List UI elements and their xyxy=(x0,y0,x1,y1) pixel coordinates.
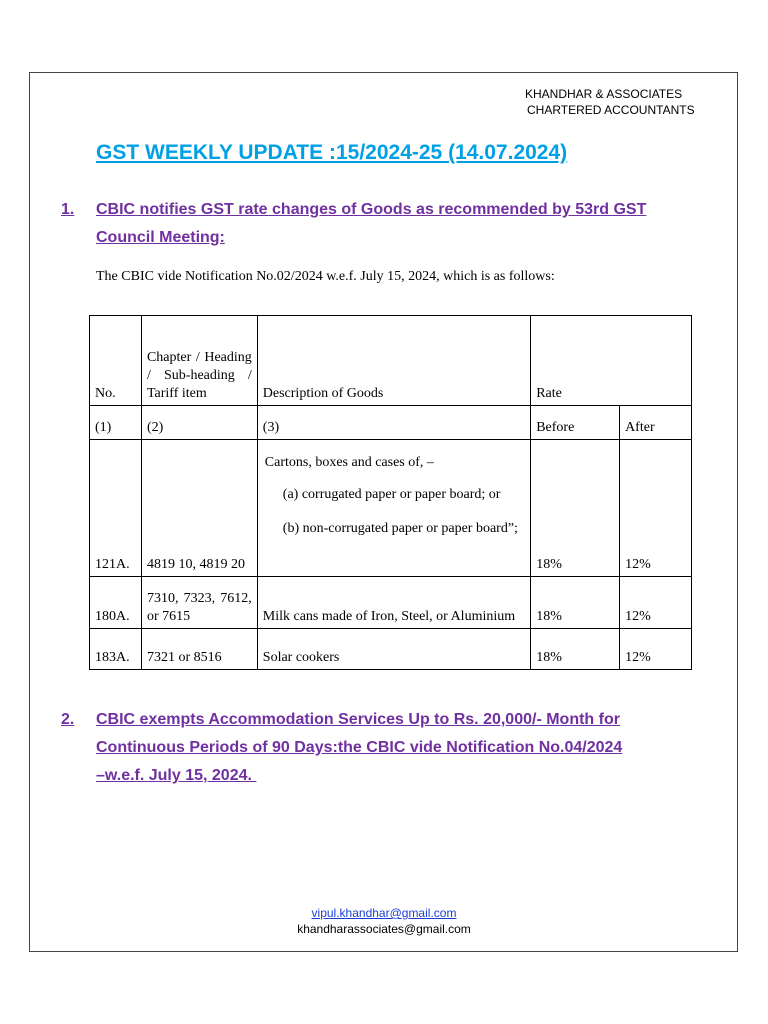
row-chapter: 7310, 7323, 7612, or 7615 xyxy=(141,577,257,629)
row-before: 18% xyxy=(531,629,620,670)
section2-number: 2. xyxy=(61,711,75,728)
row-no: 121A. xyxy=(90,440,142,577)
row-description-intro: Cartons, boxes and cases of, – xyxy=(264,455,434,470)
row-after: 12% xyxy=(620,629,692,670)
section2-heading-line2: Continuous Periods of 90 Days:the CBIC vide Notification No.04/2024 xyxy=(96,739,623,756)
section2-heading-line1: CBIC exempts Accommodation Services Up to Rs. 20,000/- Month for xyxy=(96,711,620,728)
header-before: Before xyxy=(531,406,620,440)
row-no: 183A. xyxy=(90,629,142,670)
section1-heading-line1: CBIC notifies GST rate changes of Goods as recommended by 53rd GST xyxy=(96,201,647,218)
header-after: After xyxy=(620,406,692,440)
row-description: Solar cookers xyxy=(257,629,530,670)
row-chapter: 4819 10, 4819 20 xyxy=(141,440,257,577)
section1-intro: The CBIC vide Notification No.02/2024 w.e.f. July 15, 2024, which is as follows: xyxy=(96,269,555,284)
row-description xyxy=(257,440,530,577)
header-col3: (3) xyxy=(257,406,530,440)
header-rate: Rate xyxy=(531,316,692,406)
section1-heading-line2: Council Meeting: xyxy=(96,229,225,246)
header-col1: (1) xyxy=(90,406,142,440)
firm-subtitle: CHARTERED ACCOUNTANTS xyxy=(527,103,695,117)
table-row xyxy=(90,577,692,629)
header-chapter: Chapter / Heading / Sub-heading / Tariff item xyxy=(141,316,257,406)
firm-name: KHANDHAR & ASSOCIATES xyxy=(525,87,683,101)
row-description-a: (a) corrugated paper or paper board; or xyxy=(282,487,501,502)
footer-email-link[interactable]: vipul.khandhar@gmail.com xyxy=(311,906,457,920)
table-row xyxy=(90,440,692,577)
header-no: No. xyxy=(90,316,142,406)
row-before: 18% xyxy=(531,440,620,577)
table-row xyxy=(90,629,692,670)
table-subheader-row xyxy=(90,406,692,440)
header-col2: (2) xyxy=(141,406,257,440)
row-description-b: (b) non-corrugated paper or paper board”; xyxy=(282,521,518,536)
row-description: Milk cans made of Iron, Steel, or Aluminium xyxy=(257,577,530,629)
row-after: 12% xyxy=(620,440,692,577)
section1-number: 1. xyxy=(61,201,75,218)
row-chapter: 7321 or 8516 xyxy=(141,629,257,670)
footer-email: khandharassociates@gmail.com xyxy=(297,922,471,936)
page-title: GST WEEKLY UPDATE :15/2024-25 (14.07.2024) xyxy=(96,141,568,164)
row-before: 18% xyxy=(531,577,620,629)
section2-heading-line3: –w.e.f. July 15, 2024. xyxy=(96,767,257,784)
row-after: 12% xyxy=(620,577,692,629)
row-no: 180A. xyxy=(90,577,142,629)
rate-table xyxy=(89,315,692,670)
header-description: Description of Goods xyxy=(257,316,530,406)
table-header-row xyxy=(90,316,692,406)
